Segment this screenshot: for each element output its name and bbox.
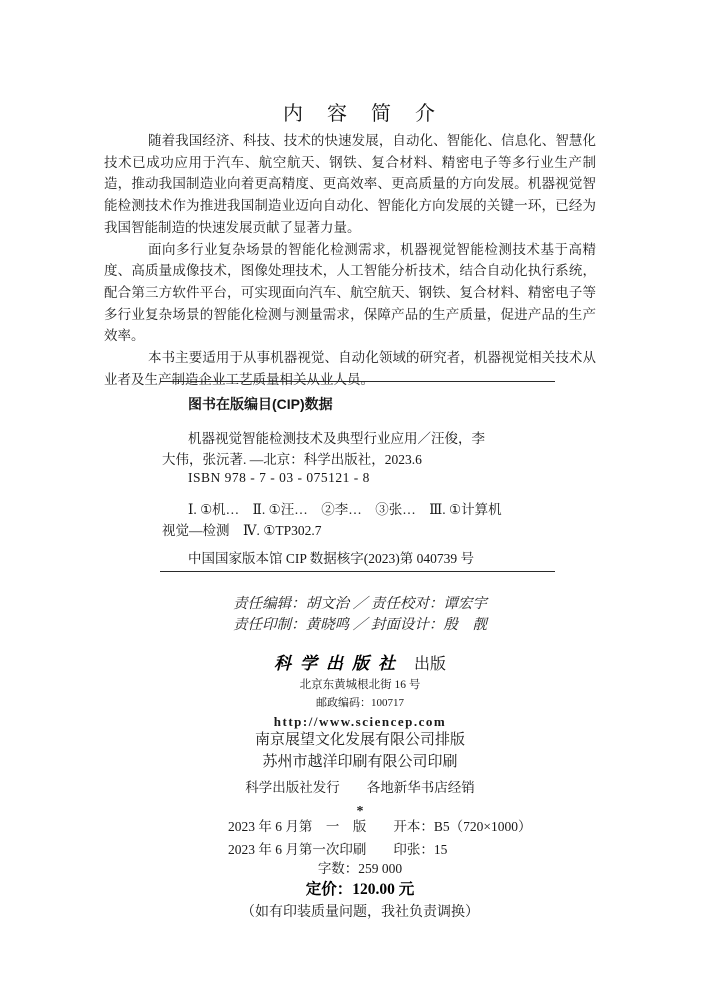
asterisk-separator: * <box>356 804 364 819</box>
intro-paragraph-2: 面向多行业复杂场景的智能化检测需求，机器视觉智能检测技术基于高精度、高质量成像技术，图像处理技术，人工智能分析技术，结合自动化执行系统，配合第三方软件平台，可实现面向汽车、航空航天、钢铁、复合材料、精密电子等多行业复杂场景的智能化检测与测量需求，保障产品的生产质量，促进产品的生产效率。 <box>104 241 596 344</box>
cip-heading: 图书在版编目(CIP)数据 <box>188 396 333 412</box>
intro-body <box>104 130 596 390</box>
cip-title-line-2: 大伟，张沅著. —北京：科学出版社，2023.6 <box>162 452 422 467</box>
cip-classification-line-2: 视觉—检测 Ⅳ. ①TP302.7 <box>162 523 322 538</box>
quality-note: （如有印装质量问题，我社负责调换） <box>241 905 479 920</box>
intro-title: 内 容 简 介 <box>283 103 437 125</box>
price: 定价：120.00 元 <box>305 881 415 898</box>
credits-printing-design: 责任印制：黄晓鸣 ／ 封面设计：殷 靓 <box>233 617 487 633</box>
publisher-url: http://www.sciencep.com <box>273 714 447 729</box>
cip-classification-line-1: Ⅰ. ①机… Ⅱ. ①汪… ②李… ③张… Ⅲ. ①计算机 <box>188 502 502 517</box>
intro-paragraph-3: 本书主要适用于从事机器视觉、自动化领域的研究者，机器视觉相关技术从业者及生产制造企业工艺质量相关从业人员。 <box>104 350 596 387</box>
publisher-logo-text: 科学出版社 <box>273 654 404 674</box>
cip-title-line-1: 机器视觉智能检测技术及典型行业应用／汪俊，李 <box>188 431 485 446</box>
publisher-address: 北京东黄城根北街 16 号 <box>299 679 421 691</box>
credits-editors: 责任编辑：胡文治 ／ 责任校对：谭宏宇 <box>233 596 487 612</box>
publisher-name-line <box>0 649 720 672</box>
edition-line-2: 2023 年 6 月第一次印刷 印张：15 <box>228 841 448 857</box>
isbn-number: ISBN 978 - 7 - 03 - 075121 - 8 <box>188 470 370 485</box>
typesetting-company: 南京展望文化发展有限公司排版 <box>254 732 465 748</box>
cip-record-number: 中国国家版本馆 CIP 数据核字(2023)第 040739 号 <box>188 551 474 566</box>
printing-company: 苏州市越洋印刷有限公司印刷 <box>262 753 458 770</box>
edition-block <box>228 816 532 861</box>
word-count: 字数：259 000 <box>317 861 403 876</box>
staff-credits <box>0 594 720 636</box>
intro-paragraph-1: 随着我国经济、科技、技术的快速发展，自动化、智能化、信息化、智慧化技术已成功应用于汽车、航空航天、钢铁、复合材料、精密电子等多行业生产制造，推动我国制造业向着更高精度、更高效率、更高质量的方向发展。机器视觉智能检测技术作为推进我国制造业迈向自动化、智能化方向发展的关键一环，已经为我国智能制造的快速发展贡献了显著力量。 <box>104 133 596 235</box>
publisher-block <box>0 649 720 730</box>
publisher-postcode: 邮政编码：100717 <box>316 697 404 709</box>
distribution-line: 科学出版社发行 各地新华书店经销 <box>245 780 475 795</box>
publisher-suffix: 出版 <box>413 656 446 673</box>
production-block <box>0 730 720 820</box>
cip-data-box <box>160 381 555 572</box>
edition-line-1: 2023 年 6 月第 一 版 开本：B5（720×1000） <box>228 819 532 834</box>
